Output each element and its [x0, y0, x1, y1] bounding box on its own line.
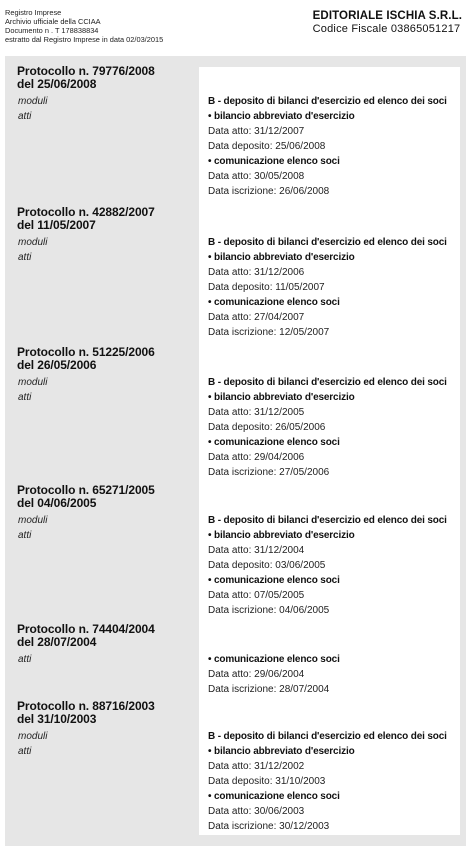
protocol-number: Protocollo n. 74404/2004	[17, 622, 155, 636]
protocol-date: del 28/07/2004	[17, 635, 97, 649]
protocol-number: Protocollo n. 65271/2005	[17, 483, 155, 497]
atto-detail: Data atto: 31/12/2004	[208, 545, 305, 556]
protocol-date: del 11/05/2007	[17, 218, 96, 232]
moduli-label: moduli	[18, 96, 48, 107]
atto-detail: Data iscrizione: 30/12/2003	[208, 821, 330, 832]
protocol-list-panel	[5, 56, 466, 846]
atto-type: • comunicazione elenco soci	[208, 791, 340, 802]
atti-label: atti	[18, 392, 32, 403]
atto-detail: Data atto: 29/04/2006	[208, 452, 305, 463]
protocol-heading	[17, 206, 155, 232]
protocol-date: del 31/10/2003	[17, 712, 97, 726]
atto-detail: Data atto: 31/12/2002	[208, 761, 305, 772]
atto-detail: Data iscrizione: 12/05/2007	[208, 327, 330, 338]
atto-detail: Data deposito: 03/06/2005	[208, 560, 326, 571]
atto-type: • bilancio abbreviato d'esercizio	[208, 252, 355, 263]
protocol-number: Protocollo n. 88716/2003	[17, 699, 155, 713]
moduli-label: moduli	[18, 515, 48, 526]
moduli-label: moduli	[18, 731, 48, 742]
moduli-label: moduli	[18, 377, 48, 388]
atto-detail: Data deposito: 11/05/2007	[208, 282, 325, 293]
protocol-heading	[17, 623, 155, 649]
atti-label: atti	[18, 654, 32, 665]
protocol-date: del 04/06/2005	[17, 496, 97, 510]
registry-name: Registro Imprese	[5, 8, 62, 17]
protocol-number: Protocollo n. 42882/2007	[17, 205, 155, 219]
atti-label: atti	[18, 530, 32, 541]
atto-type: • comunicazione elenco soci	[208, 654, 340, 665]
atto-detail: Data iscrizione: 28/07/2004	[208, 684, 330, 695]
company-header	[313, 10, 462, 36]
document-number: Documento n . T 178838834	[5, 26, 99, 36]
atto-detail: Data iscrizione: 27/05/2006	[208, 467, 330, 478]
modulo-type: B - deposito di bilanci d'esercizio ed elenco dei soci	[208, 377, 447, 388]
protocol-number: Protocollo n. 51225/2006	[17, 345, 155, 359]
atto-detail: Data iscrizione: 26/06/2008	[208, 186, 330, 197]
protocol-number: Protocollo n. 79776/2008	[17, 64, 155, 78]
atto-detail: Data atto: 31/12/2007	[208, 126, 305, 137]
atto-type: • bilancio abbreviato d'esercizio	[208, 530, 355, 541]
modulo-type: B - deposito di bilanci d'esercizio ed elenco dei soci	[208, 96, 447, 107]
atto-type: • comunicazione elenco soci	[208, 437, 340, 448]
atto-type: • comunicazione elenco soci	[208, 156, 340, 167]
document-header-info	[5, 8, 163, 44]
protocol-date: del 26/05/2006	[17, 358, 97, 372]
atto-detail: Data deposito: 26/05/2006	[208, 422, 326, 433]
atto-detail: Data atto: 31/12/2006	[208, 267, 305, 278]
protocol-heading	[17, 346, 155, 372]
atti-label: atti	[18, 111, 32, 122]
protocol-heading	[17, 484, 155, 510]
atto-type: • bilancio abbreviato d'esercizio	[208, 111, 355, 122]
fiscal-code: Codice Fiscale 03865051217	[312, 23, 461, 35]
company-name: EDITORIALE ISCHIA S.R.L.	[312, 10, 462, 22]
atto-detail: Data atto: 30/06/2003	[208, 806, 305, 817]
atto-detail: Data iscrizione: 04/06/2005	[208, 605, 330, 616]
extract-date: estratto dal Registro Imprese in data 02/03/2015	[5, 35, 164, 45]
atto-detail: Data atto: 30/05/2008	[208, 171, 305, 182]
modulo-type: B - deposito di bilanci d'esercizio ed elenco dei soci	[208, 237, 447, 248]
protocol-date: del 25/06/2008	[17, 77, 97, 91]
atti-label: atti	[18, 252, 32, 263]
atto-detail: Data atto: 27/04/2007	[208, 312, 305, 323]
protocol-heading	[17, 700, 155, 726]
atto-detail: Data atto: 07/05/2005	[208, 590, 305, 601]
atti-label: atti	[18, 746, 32, 757]
modulo-type: B - deposito di bilanci d'esercizio ed elenco dei soci	[208, 515, 447, 526]
atto-detail: Data atto: 29/06/2004	[208, 669, 305, 680]
atto-detail: Data deposito: 25/06/2008	[208, 141, 326, 152]
atto-detail: Data atto: 31/12/2005	[208, 407, 305, 418]
archive-name: Archivio ufficiale della CCIAA	[5, 17, 101, 27]
moduli-label: moduli	[18, 237, 48, 248]
modulo-type: B - deposito di bilanci d'esercizio ed elenco dei soci	[208, 731, 447, 742]
atto-type: • comunicazione elenco soci	[208, 575, 340, 586]
protocol-heading	[17, 65, 155, 91]
atto-type: • bilancio abbreviato d'esercizio	[208, 746, 355, 757]
atto-detail: Data deposito: 31/10/2003	[208, 776, 326, 787]
atto-type: • bilancio abbreviato d'esercizio	[208, 392, 355, 403]
atto-type: • comunicazione elenco soci	[208, 297, 340, 308]
